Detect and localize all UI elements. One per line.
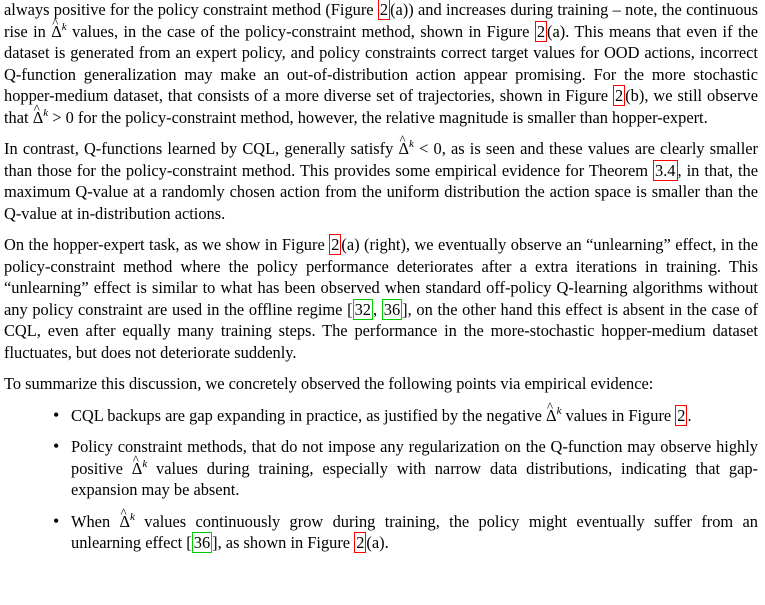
bullet-icon: •	[53, 436, 60, 456]
text-run: (b), we still observe that	[4, 86, 758, 127]
figure-reference-link[interactable]: 2	[677, 405, 686, 425]
text-run: (a). This means that even if the dataset is generated from an expert policy, and policy constraints correct target values for OOD actions, incorrect Q-function generalization may make an out-of-distribution action appear promising. For the more stochastic hopper-medium dataset, that consists of a more diverse set of trajectories, shown in Figure	[4, 21, 758, 105]
text-run: On the hopper-expert task, as we show in Figure	[4, 235, 330, 254]
text-run: When	[71, 511, 120, 531]
figure-reference-link[interactable]: 2	[615, 86, 624, 105]
text-run: , in that, the maximum Q-value at a randomly chosen action from the uniform distribution the action space is smaller than the Q-value at in-distribution actions.	[4, 160, 759, 223]
delta-hat-k-symbol: ^ $\Delta^k$	[120, 512, 135, 531]
bullet-icon: •	[53, 510, 60, 531]
figure-reference-link[interactable]: 2	[331, 235, 340, 254]
citation-link[interactable]: 36	[383, 299, 401, 319]
body-paragraph	[4, 373, 758, 395]
figure-reference-link[interactable]: 2	[536, 21, 546, 41]
body-paragraph	[4, 234, 758, 363]
text-run: (a)) and increases during training – note, the continuous rise in	[4, 0, 758, 41]
text-run: To summarize this discussion, we concretely observed the following points via empirical evidence:	[4, 374, 654, 393]
figure-reference-link[interactable]: 2	[379, 0, 389, 19]
body-paragraph	[4, 138, 758, 224]
citation-link[interactable]: 32	[354, 299, 371, 319]
text-run: Policy constraint methods, that do not impose any regularization on the Q-function may observe highly positive	[71, 437, 758, 478]
delta-hat-k-symbol: ^ $\Delta^k$	[132, 459, 147, 478]
list-item	[4, 511, 758, 554]
text-run: CQL backups are gap expanding in practice, as justified by the negative	[71, 405, 547, 425]
figure-reference-link[interactable]: 2	[356, 533, 365, 552]
figure-reference-link[interactable]: 3.4	[655, 160, 676, 180]
text-run: values, in the case of the policy-constraint method, shown in Figure	[66, 21, 535, 41]
delta-hat-k-symbol: ^ $\Delta^k$	[546, 406, 561, 425]
text-run: In contrast, Q-functions learned by CQL, generally satisfy	[4, 139, 399, 158]
summary-bullet-list	[4, 405, 758, 554]
text-run: ], on the other hand this effect is absent in the case of CQL, even after equally many training steps. The performance in the more-stochastic hopper-medium dataset fluctuates, but does not deteriorate suddenly.	[4, 299, 758, 362]
delta-hat-k-symbol: ^ $\Delta^k$	[51, 22, 66, 41]
text-run: (a).	[366, 533, 389, 552]
text-run: values continuously grow during training, the policy might eventually suffer from an unlearning effect [	[71, 511, 759, 552]
delta-hat-k-symbol: ^ $\Delta^k$	[399, 139, 414, 158]
text-run: (a) (right), we eventually observe an “unlearning” effect, in the policy-constraint method where the policy performance deteriorates after a extra iterations in training. This “unlearning” effect is similar to what has been observed when standard off-policy Q-learning algorithms without any policy constraint are used in the offline regime [	[4, 235, 758, 319]
text-run: ], as shown in Figure	[212, 533, 355, 552]
paper-page	[4, 0, 758, 564]
delta-hat-k-symbol: ^ $\Delta^k$	[33, 108, 48, 127]
body-paragraph	[4, 0, 758, 128]
text-run: .	[687, 405, 692, 425]
body-paragraphs	[4, 0, 758, 395]
text-run: values during training, especially with narrow data distributions, indicating that gap-expansion may be absent.	[71, 458, 759, 499]
text-run: always positive for the policy constraint method (Figure	[4, 0, 378, 19]
text-run: values in Figure	[561, 405, 676, 425]
list-item	[4, 405, 758, 427]
text-run: < 0, as is seen and these values are clearly smaller than those for the policy-constraint method. This provides some empirical evidence for Theorem	[4, 139, 759, 180]
bullet-icon: •	[53, 404, 60, 425]
citation-link[interactable]: 36	[193, 533, 211, 552]
text-run: ,	[372, 299, 382, 319]
text-run: > 0 for the policy-constraint method, however, the relative magnitude is smaller than hopper-expert.	[48, 107, 708, 127]
list-item	[4, 436, 758, 501]
